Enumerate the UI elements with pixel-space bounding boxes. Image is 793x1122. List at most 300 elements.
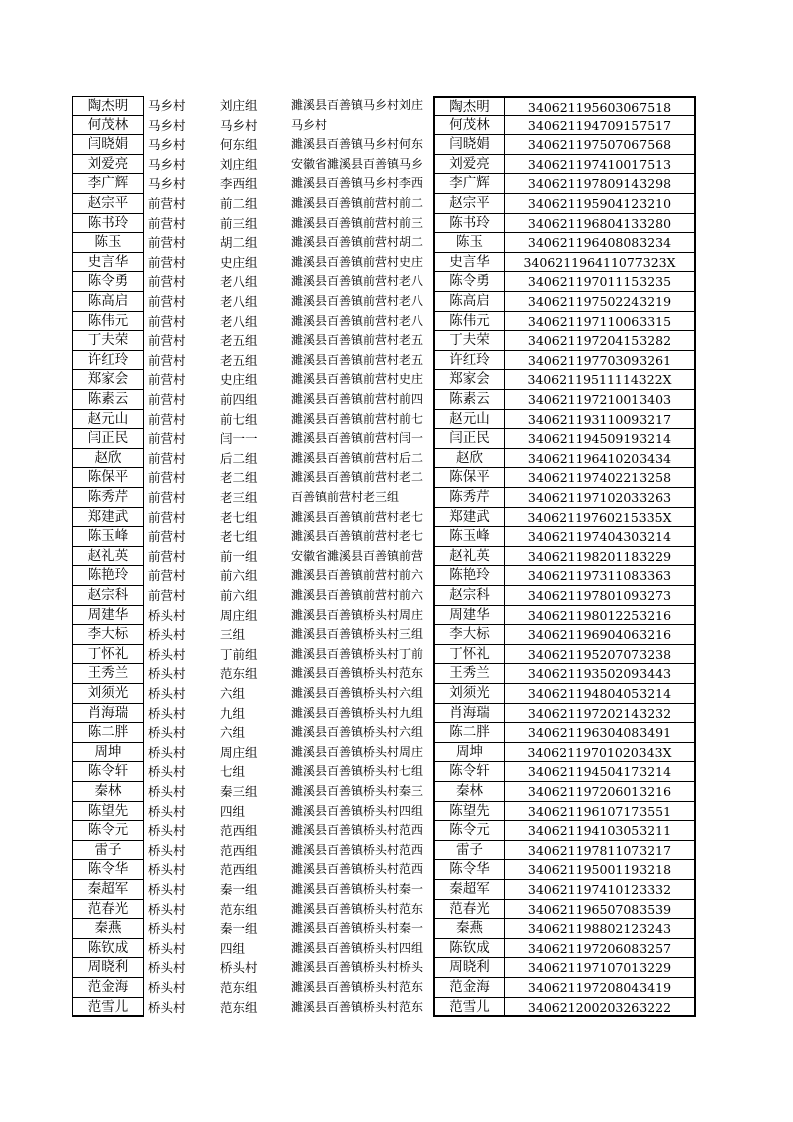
name-cell: 郑建武 — [72, 508, 144, 528]
id-number-cell: 340621197206013216 — [505, 782, 696, 802]
table-row — [0, 410, 793, 430]
name-repeat-cell: 丁怀礼 — [433, 645, 505, 665]
address-cell: 濉溪县百善镇桥头村七组 — [291, 764, 424, 779]
name-repeat-cell: 肖海瑞 — [433, 704, 505, 724]
name-repeat-cell: 丁夫荣 — [433, 331, 505, 351]
table-row — [0, 116, 793, 136]
village-cell: 前营村 — [148, 372, 186, 388]
id-number-cell: 340621197809143298 — [505, 174, 696, 194]
name-repeat-cell: 陈高启 — [433, 292, 505, 312]
address-cell: 百善镇前营村老三组 — [291, 490, 400, 504]
village-cell: 桥头村 — [148, 862, 186, 878]
name-repeat-cell: 郑建武 — [433, 508, 505, 528]
name-repeat-cell: 赵礼英 — [433, 547, 505, 567]
group-cell: 马乡村 — [220, 117, 258, 133]
address-cell: 濉溪县百善镇桥头村六组 — [291, 686, 424, 700]
id-number-cell: 340621196904063216 — [505, 625, 696, 645]
group-cell: 胡二组 — [220, 235, 258, 251]
village-cell: 桥头村 — [148, 607, 186, 623]
address-cell: 濉溪县百善镇前营村后二 — [291, 450, 424, 465]
name-cell: 陈素云 — [72, 390, 144, 410]
id-number-cell: 340621197202143232 — [505, 704, 696, 724]
group-cell: 老三组 — [220, 490, 258, 505]
table-row — [0, 174, 793, 194]
address-cell: 濉溪县百善镇桥头村范东 — [291, 980, 424, 994]
id-number-cell: 340621197107013229 — [505, 958, 696, 978]
name-cell: 刘爱亮 — [72, 155, 144, 175]
table-row — [0, 527, 793, 547]
village-cell: 桥头村 — [148, 803, 186, 819]
id-number-cell: 340621194509193214 — [505, 429, 696, 449]
address-cell: 濉溪县百善镇桥头村九组 — [291, 705, 424, 720]
group-cell: 老五组 — [220, 333, 258, 349]
address-cell: 濉溪县百善镇马乡村何东 — [291, 137, 424, 152]
village-cell: 桥头村 — [148, 823, 186, 839]
name-cell: 周晓利 — [72, 958, 144, 978]
address-cell: 濉溪县百善镇前营村史庄 — [291, 372, 424, 387]
group-cell: 六组 — [220, 686, 246, 701]
address-cell: 濉溪县百善镇前营村史庄 — [291, 254, 424, 269]
table-row — [0, 958, 793, 978]
name-repeat-cell: 陈令轩 — [433, 762, 505, 782]
name-repeat-cell: 陈令元 — [433, 821, 505, 841]
name-cell: 陶杰明 — [72, 96, 144, 116]
village-cell: 桥头村 — [148, 744, 186, 760]
group-cell: 老二组 — [220, 470, 258, 486]
table-row — [0, 860, 793, 880]
name-cell: 陈二胖 — [72, 723, 144, 743]
name-cell: 周建华 — [72, 606, 144, 626]
id-number-cell: 340621193502093443 — [505, 664, 696, 684]
group-cell: 老八组 — [220, 274, 258, 290]
address-cell: 濉溪县百善镇桥头村范西 — [291, 842, 424, 857]
group-cell: 前二组 — [220, 196, 258, 211]
table-row — [0, 606, 793, 626]
group-cell: 秦一组 — [220, 921, 258, 937]
name-cell: 肖海瑞 — [72, 704, 144, 724]
name-cell: 何茂林 — [72, 116, 144, 136]
table-row — [0, 429, 793, 449]
group-cell: 史庄组 — [220, 254, 258, 270]
name-cell: 陈高启 — [72, 292, 144, 312]
name-repeat-cell: 李广辉 — [433, 174, 505, 194]
village-cell: 桥头村 — [148, 842, 186, 858]
address-cell: 濉溪县百善镇桥头村秦一 — [291, 882, 424, 896]
address-cell: 安徽省濉溪县百善镇马乡 — [291, 156, 424, 171]
name-repeat-cell: 赵欣 — [433, 449, 505, 469]
id-number-cell: 340621196804133280 — [505, 214, 696, 234]
group-cell: 前三组 — [220, 215, 258, 231]
name-cell: 赵礼英 — [72, 547, 144, 567]
id-number-cell: 340621194504173214 — [505, 762, 696, 782]
name-cell: 秦林 — [72, 782, 144, 802]
group-cell: 范东组 — [220, 666, 258, 682]
id-number-cell: 340621196408083234 — [505, 233, 696, 253]
name-repeat-cell: 赵宗平 — [433, 194, 505, 214]
table-row — [0, 880, 793, 900]
village-cell: 前营村 — [148, 470, 186, 486]
table-row — [0, 272, 793, 292]
group-cell: 六组 — [220, 725, 246, 741]
village-cell: 桥头村 — [148, 686, 186, 701]
table-row — [0, 900, 793, 920]
name-repeat-cell: 范春光 — [433, 900, 505, 920]
address-cell: 安徽省濉溪县百善镇前营 — [291, 548, 424, 563]
address-cell: 濉溪县百善镇前营村前三 — [291, 215, 424, 230]
id-number-cell: 340621197703093261 — [505, 351, 696, 371]
table-row — [0, 978, 793, 998]
name-cell: 范春光 — [72, 900, 144, 920]
table-row — [0, 449, 793, 469]
group-cell: 周庄组 — [220, 744, 258, 760]
id-number-cell: 340621197011153235 — [505, 272, 696, 292]
address-cell: 濉溪县百善镇桥头村桥头 — [291, 960, 424, 975]
name-cell: 赵宗平 — [72, 194, 144, 214]
name-cell: 郑家会 — [72, 370, 144, 390]
village-cell: 前营村 — [148, 431, 186, 447]
table-row — [0, 390, 793, 410]
village-cell: 前营村 — [148, 529, 186, 545]
table-row — [0, 331, 793, 351]
village-cell: 前营村 — [148, 254, 186, 270]
village-cell: 马乡村 — [148, 98, 186, 113]
group-cell: 丁前组 — [220, 646, 258, 662]
name-repeat-cell: 秦燕 — [433, 919, 505, 939]
group-cell: 前七组 — [220, 411, 258, 427]
name-cell: 王秀兰 — [72, 664, 144, 684]
group-cell: 范东组 — [220, 901, 258, 917]
id-number-cell: 340621195904123210 — [505, 194, 696, 214]
village-cell: 桥头村 — [148, 921, 186, 937]
id-number-cell: 340621196507083539 — [505, 900, 696, 920]
table-row — [0, 684, 793, 704]
id-number-cell: 340621195001193218 — [505, 860, 696, 880]
name-repeat-cell: 陶杰明 — [433, 96, 505, 116]
id-number-cell: 34062119511114322X — [505, 370, 696, 390]
id-number-cell: 340621198802123243 — [505, 919, 696, 939]
id-number-cell: 340621194103053211 — [505, 821, 696, 841]
village-cell: 前营村 — [148, 411, 186, 427]
id-number-cell: 340621198012253216 — [505, 606, 696, 626]
name-cell: 范雪儿 — [72, 998, 144, 1018]
village-cell: 马乡村 — [148, 156, 186, 172]
address-cell: 濉溪县百善镇前营村老五 — [291, 352, 424, 367]
name-repeat-cell: 周晓利 — [433, 958, 505, 978]
name-repeat-cell: 陈二胖 — [433, 723, 505, 743]
table-row — [0, 919, 793, 939]
id-number-cell: 340621197110063315 — [505, 312, 696, 332]
group-cell: 后二组 — [220, 450, 258, 466]
group-cell: 前六组 — [220, 588, 258, 603]
table-row — [0, 135, 793, 155]
name-repeat-cell: 陈令华 — [433, 860, 505, 880]
address-cell: 濉溪县百善镇桥头村范东 — [291, 666, 424, 681]
village-cell: 前营村 — [148, 509, 186, 525]
name-repeat-cell: 刘爱亮 — [433, 155, 505, 175]
name-repeat-cell: 赵元山 — [433, 410, 505, 430]
address-cell: 濉溪县百善镇前营村前二 — [291, 196, 424, 210]
group-cell: 刘庄组 — [220, 98, 258, 113]
table-row — [0, 155, 793, 175]
group-cell: 刘庄组 — [220, 156, 258, 172]
name-cell: 闫正民 — [72, 429, 144, 449]
village-cell: 前营村 — [148, 294, 186, 309]
name-repeat-cell: 陈艳玲 — [433, 566, 505, 586]
village-cell: 前营村 — [148, 313, 186, 329]
village-cell: 前营村 — [148, 235, 186, 251]
id-number-cell: 340621197208043419 — [505, 978, 696, 998]
village-cell: 桥头村 — [148, 646, 186, 662]
name-repeat-cell: 许红玲 — [433, 351, 505, 371]
group-cell: 老七组 — [220, 509, 258, 525]
village-cell: 前营村 — [148, 568, 186, 584]
address-cell: 濉溪县百善镇马乡村刘庄 — [291, 98, 424, 112]
id-number-cell: 34062119760215335X — [505, 508, 696, 528]
table-row — [0, 625, 793, 645]
id-number-cell: 340621196410203434 — [505, 449, 696, 469]
group-cell: 老五组 — [220, 352, 258, 368]
village-cell: 前营村 — [148, 352, 186, 368]
id-number-cell: 340621197410017513 — [505, 155, 696, 175]
village-cell: 前营村 — [148, 588, 186, 603]
table-row — [0, 664, 793, 684]
name-repeat-cell: 雷子 — [433, 841, 505, 861]
address-cell: 濉溪县百善镇前营村闫一 — [291, 431, 424, 446]
name-repeat-cell: 何茂林 — [433, 116, 505, 136]
name-repeat-cell: 秦林 — [433, 782, 505, 802]
address-cell: 濉溪县百善镇马乡村李西 — [291, 176, 424, 191]
group-cell: 四组 — [220, 803, 246, 819]
name-cell: 陈令元 — [72, 821, 144, 841]
id-number-cell: 340621197811073217 — [505, 841, 696, 861]
id-number-cell: 340621197102033263 — [505, 488, 696, 508]
group-cell: 何东组 — [220, 137, 258, 153]
group-cell: 范东组 — [220, 999, 258, 1015]
group-cell: 老八组 — [220, 313, 258, 329]
table-row — [0, 488, 793, 508]
id-number-cell: 340621197507067568 — [505, 135, 696, 155]
table-row — [0, 841, 793, 861]
name-cell: 赵欣 — [72, 449, 144, 469]
name-repeat-cell: 陈保平 — [433, 468, 505, 488]
name-repeat-cell: 秦超军 — [433, 880, 505, 900]
village-cell: 桥头村 — [148, 627, 186, 643]
id-number-cell: 340621196411077323X — [505, 253, 696, 273]
name-cell: 陈令轩 — [72, 762, 144, 782]
group-cell: 李西组 — [220, 176, 258, 192]
village-cell: 前营村 — [148, 333, 186, 349]
table-row — [0, 782, 793, 802]
group-cell: 秦三组 — [220, 784, 258, 799]
name-repeat-cell: 周建华 — [433, 606, 505, 626]
name-cell: 丁怀礼 — [72, 645, 144, 665]
group-cell: 桥头村 — [220, 960, 258, 976]
id-number-cell: 340621197402213258 — [505, 468, 696, 488]
village-cell: 桥头村 — [148, 980, 186, 995]
village-cell: 前营村 — [148, 215, 186, 231]
table-row — [0, 762, 793, 782]
id-number-cell: 340621195603067518 — [505, 96, 696, 116]
village-cell: 马乡村 — [148, 137, 186, 153]
name-repeat-cell: 陈令勇 — [433, 272, 505, 292]
name-repeat-cell: 陈秀芹 — [433, 488, 505, 508]
name-cell: 闫晓娟 — [72, 135, 144, 155]
group-cell: 史庄组 — [220, 372, 258, 388]
address-cell: 濉溪县百善镇前营村老七 — [291, 509, 424, 524]
name-repeat-cell: 王秀兰 — [433, 664, 505, 684]
name-cell: 范金海 — [72, 978, 144, 998]
address-cell: 马乡村 — [291, 117, 328, 132]
address-cell: 濉溪县百善镇前营村前七 — [291, 411, 424, 426]
group-cell: 前一组 — [220, 548, 258, 564]
table-row — [0, 96, 793, 116]
address-cell: 濉溪县百善镇前营村老八 — [291, 274, 424, 289]
table-row — [0, 312, 793, 332]
address-cell: 濉溪县百善镇桥头村丁前 — [291, 646, 424, 661]
name-repeat-cell: 陈玉峰 — [433, 527, 505, 547]
address-cell: 濉溪县百善镇前营村前四 — [291, 392, 424, 406]
table-row — [0, 233, 793, 253]
group-cell: 秦一组 — [220, 882, 258, 897]
village-cell: 前营村 — [148, 196, 186, 211]
village-cell: 桥头村 — [148, 999, 186, 1015]
village-cell: 前营村 — [148, 490, 186, 505]
id-number-cell: 340621197410123332 — [505, 880, 696, 900]
village-cell: 桥头村 — [148, 666, 186, 682]
group-cell: 范东组 — [220, 980, 258, 995]
table-row — [0, 468, 793, 488]
name-repeat-cell: 史言华 — [433, 253, 505, 273]
id-number-cell: 340621195207073238 — [505, 645, 696, 665]
name-cell: 秦超军 — [72, 880, 144, 900]
village-cell: 前营村 — [148, 392, 186, 407]
name-repeat-cell: 闫正民 — [433, 429, 505, 449]
group-cell: 前四组 — [220, 392, 258, 407]
name-cell: 陈玉 — [72, 233, 144, 253]
table-row — [0, 351, 793, 371]
name-cell: 陈钦成 — [72, 939, 144, 959]
address-cell: 濉溪县百善镇前营村老二 — [291, 470, 424, 485]
name-cell: 周坤 — [72, 743, 144, 763]
name-repeat-cell: 周坤 — [433, 743, 505, 763]
table-row — [0, 508, 793, 528]
table-row — [0, 802, 793, 822]
group-cell: 闫一一 — [220, 431, 258, 447]
id-number-cell: 340621197204153282 — [505, 331, 696, 351]
address-cell: 濉溪县百善镇桥头村周庄 — [291, 607, 424, 622]
table-row — [0, 998, 793, 1018]
name-repeat-cell: 陈素云 — [433, 390, 505, 410]
id-number-cell: 340621194804053214 — [505, 684, 696, 704]
name-cell: 陈令华 — [72, 860, 144, 880]
name-cell: 陈令勇 — [72, 272, 144, 292]
village-cell: 桥头村 — [148, 960, 186, 976]
name-cell: 丁夫荣 — [72, 331, 144, 351]
id-number-cell: 340621200203263222 — [505, 998, 696, 1018]
name-cell: 陈玉峰 — [72, 527, 144, 547]
name-cell: 刘须光 — [72, 684, 144, 704]
group-cell: 前六组 — [220, 568, 258, 584]
name-cell: 史言华 — [72, 253, 144, 273]
id-number-cell: 34062119701020343X — [505, 743, 696, 763]
id-number-cell: 340621197311083363 — [505, 566, 696, 586]
village-cell: 桥头村 — [148, 764, 186, 780]
address-cell: 濉溪县百善镇前营村前六 — [291, 588, 424, 602]
name-repeat-cell: 赵宗科 — [433, 586, 505, 606]
address-cell: 濉溪县百善镇前营村老八 — [291, 313, 424, 328]
table-row — [0, 586, 793, 606]
group-cell: 三组 — [220, 627, 246, 643]
address-cell: 濉溪县百善镇桥头村四组 — [291, 940, 424, 955]
address-cell: 濉溪县百善镇桥头村范西 — [291, 823, 424, 838]
table-row — [0, 939, 793, 959]
table-row — [0, 821, 793, 841]
table-row — [0, 645, 793, 665]
village-cell: 桥头村 — [148, 784, 186, 799]
group-cell: 范西组 — [220, 823, 258, 839]
name-repeat-cell: 陈钦成 — [433, 939, 505, 959]
id-number-cell: 340621198201183229 — [505, 547, 696, 567]
address-cell: 濉溪县百善镇桥头村四组 — [291, 803, 424, 818]
name-cell: 赵宗科 — [72, 586, 144, 606]
name-cell: 秦燕 — [72, 919, 144, 939]
table-row — [0, 547, 793, 567]
group-cell: 老八组 — [220, 294, 258, 309]
address-cell: 濉溪县百善镇前营村老八 — [291, 294, 424, 308]
name-cell: 陈艳玲 — [72, 566, 144, 586]
group-cell: 七组 — [220, 764, 246, 780]
id-number-cell: 340621197210013403 — [505, 390, 696, 410]
address-cell: 濉溪县百善镇桥头村周庄 — [291, 744, 424, 759]
table-row — [0, 194, 793, 214]
name-repeat-cell: 陈书玲 — [433, 214, 505, 234]
village-cell: 前营村 — [148, 548, 186, 564]
id-number-cell: 340621193110093217 — [505, 410, 696, 430]
name-cell: 许红玲 — [72, 351, 144, 371]
group-cell: 四组 — [220, 940, 246, 956]
village-cell: 桥头村 — [148, 940, 186, 956]
name-cell: 陈书玲 — [72, 214, 144, 234]
name-repeat-cell: 刘须光 — [433, 684, 505, 704]
table-row — [0, 723, 793, 743]
address-cell: 濉溪县百善镇桥头村秦三 — [291, 784, 424, 798]
address-cell: 濉溪县百善镇桥头村范西 — [291, 862, 424, 877]
table-row — [0, 704, 793, 724]
name-cell: 赵元山 — [72, 410, 144, 430]
id-number-cell: 340621196107173551 — [505, 802, 696, 822]
id-number-cell: 340621194709157517 — [505, 116, 696, 136]
name-cell: 陈望先 — [72, 802, 144, 822]
id-number-cell: 340621196304083491 — [505, 723, 696, 743]
address-cell: 濉溪县百善镇前营村前六 — [291, 568, 424, 583]
id-number-cell: 340621197801093273 — [505, 586, 696, 606]
table-row — [0, 253, 793, 273]
group-cell: 老七组 — [220, 529, 258, 545]
name-cell: 陈秀芹 — [72, 488, 144, 508]
village-cell: 马乡村 — [148, 176, 186, 192]
name-repeat-cell: 陈望先 — [433, 802, 505, 822]
address-cell: 濉溪县百善镇桥头村六组 — [291, 725, 424, 740]
group-cell: 周庄组 — [220, 607, 258, 623]
address-cell: 濉溪县百善镇前营村老五 — [291, 333, 424, 348]
address-cell: 濉溪县百善镇桥头村三组 — [291, 627, 424, 642]
name-cell: 李广辉 — [72, 174, 144, 194]
name-repeat-cell: 郑家会 — [433, 370, 505, 390]
name-repeat-cell: 李大标 — [433, 625, 505, 645]
village-cell: 前营村 — [148, 450, 186, 466]
table-row — [0, 292, 793, 312]
name-repeat-cell: 陈玉 — [433, 233, 505, 253]
